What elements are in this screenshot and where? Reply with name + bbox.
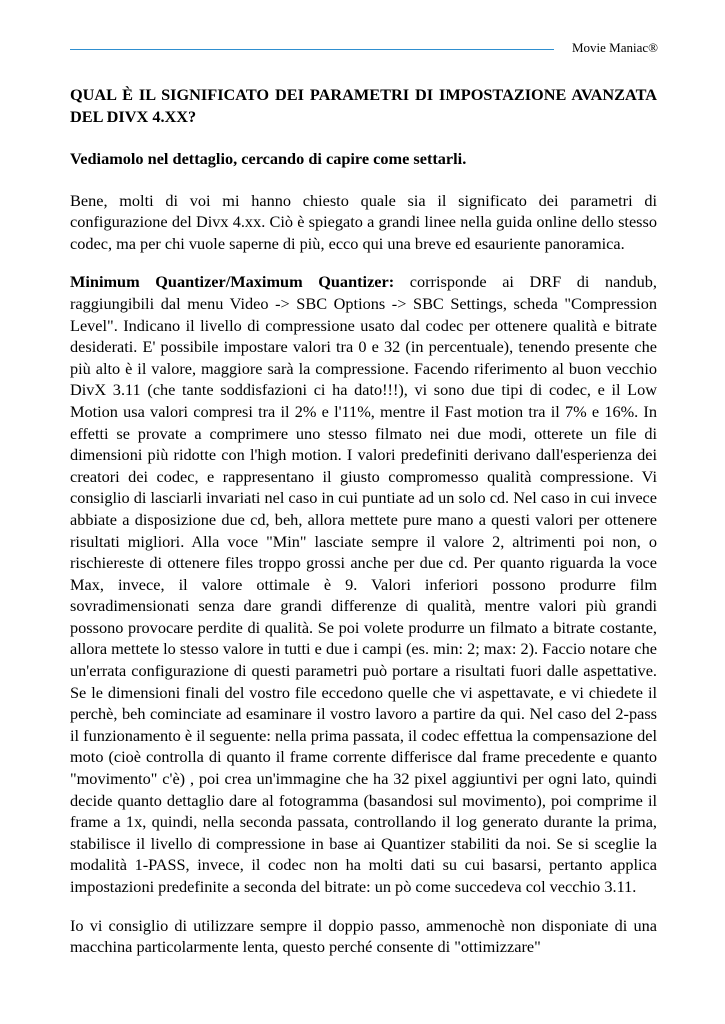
document-subtitle: Vediamolo nel dettaglio, cercando di capire come settarli.	[70, 149, 467, 168]
closing-paragraph: Io vi consiglio di utilizzare sempre il doppio passo, ammenochè non disponiate di una macchina particolarmente lenta, questo perché consente di "ottimizzare"	[70, 915, 657, 957]
intro-paragraph: Bene, molti di voi mi hanno chiesto quale sia il significato dei parametri di configurazione del Divx 4.xx. Ciò è spiegato a grandi linee nella guida online dello stesso codec, ma per chi vuole saperne di più, ecco qui una breve ed esauriente panoramica.	[70, 190, 657, 253]
document-body	[70, 84, 657, 975]
document-title: QUAL È IL SIGNIFICATO DEI PARAMETRI DI IMPOSTAZIONE AVANZATA DEL DIVX 4.XX?	[70, 85, 657, 126]
page-header	[70, 38, 658, 58]
quantizer-text: corrisponde ai DRF di nandub, raggiungibili dal menu Video -> SBC Options -> SBC Settings, scheda "Compression Level". Indicano il livello di compressione usato dal codec per ottenere qualità e bitrate desiderati. E' possibile impostare valori tra 0 e 32 (in percentuale), tenendo presente che più alto è il valore, maggiore sarà la compressione. Facendo riferimento al buon vecchio DivX 3.11 (che tante soddisfazioni ci ha dato!!!), vi sono due tipi di codec, e il Low Motion usa valori compresi tra il 2% e l'11%, mentre il Fast motion tra il 7% e 16%. In effetti se provate a comprimere uno stesso filmato nei due modi, otterete un file di dimensioni più ridotte con l'high motion. I valori predefiniti derivano dall'esperienza dei creatori dei codec, e rappresentano il giusto compromesso qualità compressione. Vi consiglio di lasciarli invariati nel caso in cui puntiate ad un solo cd. Nel caso in cui invece abbiate a disposizione due cd, beh, allora mettete pure mano a questi valori per ottenere risultati migliori. Alla voce "Min" lasciate sempre il valore 2, altrimenti poi non, o rischiereste di ottenere files troppo grossi anche per due cd. Per quanto riguarda la voce Max, invece, il valore ottimale è 9. Valori inferiori possono produrre film sovradimensionati senza dare grandi differenze di qualità, mentre valori più grandi possono provocare perdite di qualità. Se poi volete produrre un filmato a bitrate costante, allora mettete lo stesso valore in tutti e due i campi (es. min: 2; max: 2). Faccio notare che un'errata configurazione di questi parametri può portare a risultati fuori dalle aspettative. Se le dimensioni finali del vostro file eccedono quelle che vi aspettavate, e vi chiedete il perchè, beh cominciate ad esaminare il vostro lavoro a partire da qui. Nel caso del 2-pass il funzionamento è il seguente: nella prima passata, il codec effettua la compensazione del moto (cioè controlla di quanto il frame corrente differisce dal frame precedente e quanto "movimento" c'è) , poi crea un'immagine che ha 32 pixel aggiuntivi per ogni lato, quindi decide quanto dettaglio dare al fotogramma (basandosi sul movimento), poi comprime il frame a 1x, quindi, nella seconda passata, controllando il log generato durante la prima, stabilisce il livello di compressione in base ai Quantizer stabiliti da noi. Se si sceglie la modalità 1-PASS, invece, il codec non ha molti dati su cui basarsi, pertanto applica impostazioni predefinite a seconda del bitrate: un pò come succedeva col vecchio 3.11.	[70, 272, 658, 896]
header-brand: Movie Maniac®	[571, 40, 658, 55]
header-rule	[70, 49, 554, 50]
quantizer-heading: Minimum Quantizer/Maximum Quantizer:	[70, 272, 395, 292]
quantizer-paragraph	[70, 271, 657, 897]
